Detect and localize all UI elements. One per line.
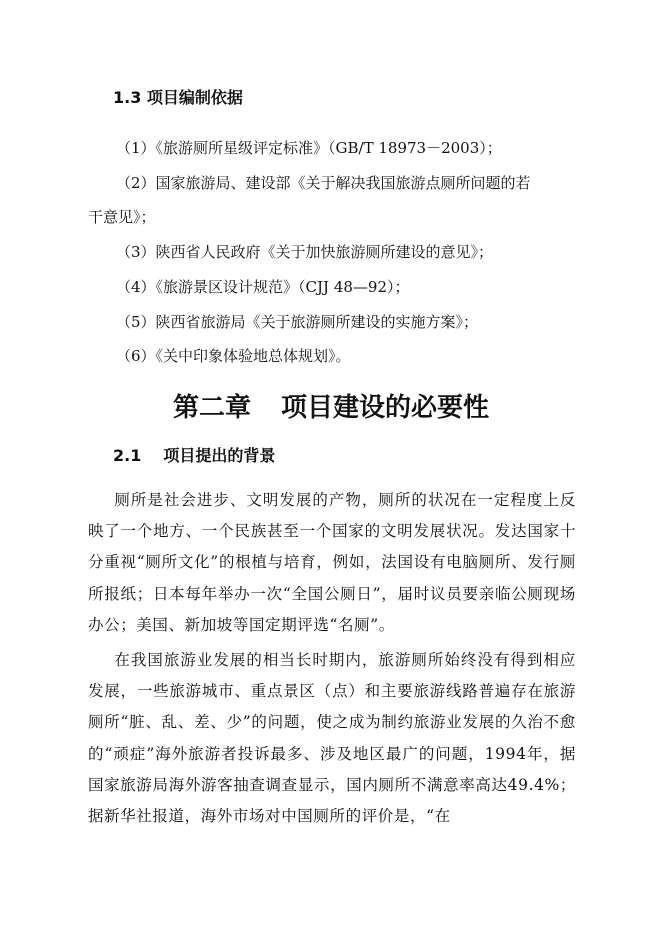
section-number: 2.1	[113, 446, 142, 465]
reference-item-4: （4）《旅游景区设计规范》（CJJ 48—92）；	[116, 278, 410, 296]
paragraph-1-text: 厕所是社会进步、文明发展的产物，厕所的状况在一定程度上反映了一个地方、一个民族甚至一个国家的文明发展状况。发达国家十分重视“厕所文化”的根植与培育，例如，法国设有电脑厕所、发行厕所报纸；日本每年举办一次“全国公厕日”，届时议员要亲临公厕现场办公；美国、新加坡等国定期评选“名厕”。	[88, 491, 576, 634]
body-paragraph-1	[88, 485, 576, 641]
chapter-number: 第二章	[172, 393, 251, 423]
chapter-name: 项目建设的必要性	[281, 393, 490, 423]
reference-item-3: （3）陕西省人民政府《关于加快旅游厕所建设的意见》；	[116, 243, 494, 261]
reference-item-2: （2）国家旅游局、建设部《关于解决我国旅游点厕所问题的若	[116, 174, 531, 192]
body-paragraph-2	[88, 645, 576, 832]
reference-item-2-continuation: 干意见》；	[88, 208, 156, 226]
section-heading-1-3: 1.3 项目编制依据	[113, 88, 243, 107]
section-title: 项目提出的背景	[163, 446, 276, 465]
chapter-title	[0, 388, 662, 428]
reference-item-1: （1）《旅游厕所星级评定标准》（GB/T 18973－2003）；	[116, 139, 502, 157]
reference-item-6: （6）《关中印象体验地总体规划》。	[116, 347, 351, 365]
paragraph-2-text: 在我国旅游业发展的相当长时期内，旅游厕所始终没有得到相应发展，一些旅游城市、重点景区（点）和主要旅游线路普遍存在旅游厕所“脏、乱、差、少”的问题，使之成为制约旅游业发展的久治不愈的“顽症”海外旅游者投诉最多、涉及地区最广的问题，1994年，据国家旅游局海外游客抽查调查显示，国内厕所不满意率高达49.4%；据新华社报道，海外市场对中国厕所的评价是，“在	[88, 651, 576, 826]
reference-item-5: （5）陕西省旅游局《关于旅游厕所建设的实施方案》；	[116, 313, 479, 331]
section-heading-2-1	[113, 444, 275, 468]
